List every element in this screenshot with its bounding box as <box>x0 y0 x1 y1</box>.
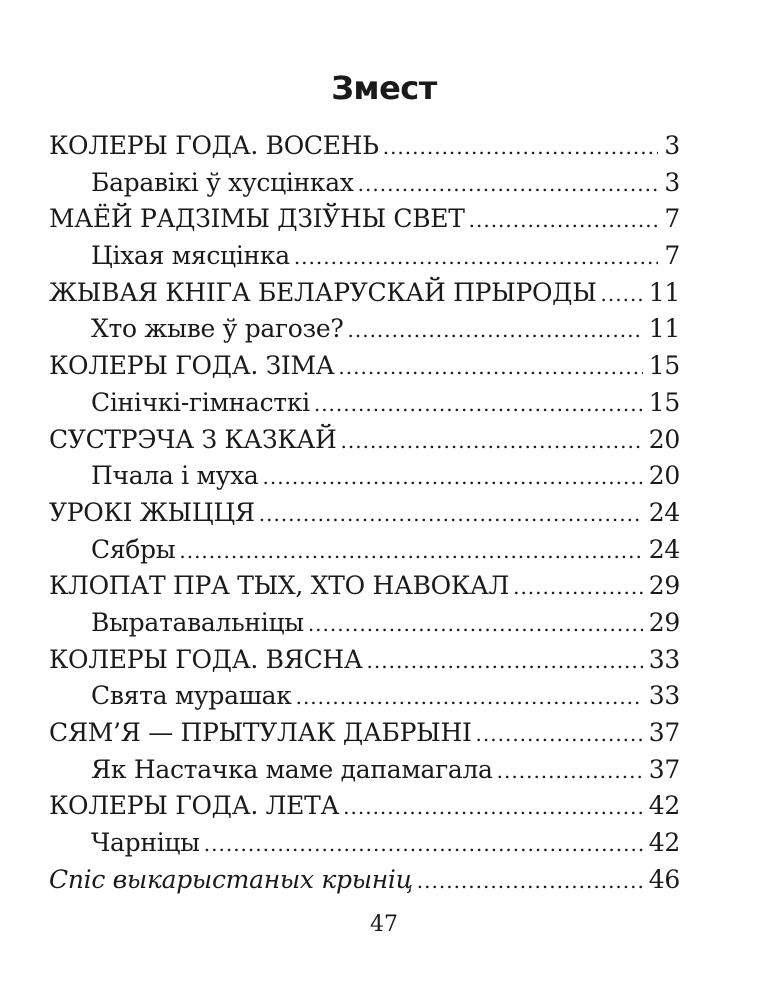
toc-subentry[interactable] <box>49 458 680 495</box>
toc-entry-title: КЛОПАТ ПРА ТЫХ, ХТО НАВОКАЛ <box>49 571 510 601</box>
dot-leader <box>417 863 643 900</box>
dot-leader <box>314 386 643 423</box>
dot-leader <box>367 643 643 680</box>
toc-entry-title: Сінічкі-гімнасткі <box>91 387 310 417</box>
toc-entry-title: Ціхая мясцінка <box>91 241 290 271</box>
dot-leader <box>469 202 659 239</box>
toc-entry-title: КОЛЕРЫ ГОДА. ВЯСНА <box>49 644 363 674</box>
toc-entry-title: МАЁЙ РАДЗІМЫ ДЗІЎНЫ СВЕТ <box>49 204 465 234</box>
dot-leader <box>341 423 643 460</box>
dot-leader <box>296 679 643 716</box>
dot-leader <box>204 826 643 863</box>
dot-leader <box>259 496 643 533</box>
toc-subentry[interactable] <box>49 385 680 422</box>
toc-section-entry[interactable] <box>49 348 680 385</box>
toc-entry-title: Свята мурашак <box>91 681 292 711</box>
toc-section-entry[interactable] <box>49 201 680 238</box>
toc-entry-page: 15 <box>648 351 680 381</box>
toc-entry-page: 7 <box>664 241 680 271</box>
dot-leader <box>262 459 642 496</box>
table-of-contents <box>49 128 680 898</box>
toc-entry-title: Як Настачка маме дапамагала <box>91 754 493 784</box>
toc-section-entry[interactable] <box>49 495 680 532</box>
toc-entry-page: 37 <box>648 718 680 747</box>
toc-entry-page: 33 <box>648 644 680 674</box>
dot-leader <box>179 533 642 570</box>
toc-entry-page: 24 <box>648 534 680 564</box>
toc-entry-title: КОЛЕРЫ ГОДА. ЗІМА <box>49 351 335 381</box>
toc-section-entry[interactable] <box>49 568 680 605</box>
toc-subentry[interactable] <box>49 752 680 789</box>
dot-leader <box>294 239 659 276</box>
toc-entry-title: СЯМ’Я — ПРЫТУЛАК ДАБРЫНІ <box>49 718 472 747</box>
toc-entry-title: Выратавальніцы <box>91 607 304 637</box>
toc-entry-page: 46 <box>648 864 680 894</box>
toc-subentry[interactable] <box>49 165 680 202</box>
toc-subentry[interactable] <box>49 238 680 275</box>
toc-entry-title: СУСТРЭЧА З КАЗКАЙ <box>49 424 337 454</box>
toc-subentry[interactable] <box>49 532 680 569</box>
toc-entry-page: 3 <box>664 131 680 160</box>
toc-entry-title: ЖЫВАЯ КНІГА БЕЛАРУСКАЙ ПРЫРОДЫ <box>49 277 597 307</box>
toc-entry-title: Пчала і муха <box>91 461 259 491</box>
toc-sources-entry[interactable] <box>49 862 680 899</box>
toc-subentry[interactable] <box>49 825 680 862</box>
page-number: 47 <box>370 912 398 937</box>
toc-entry-page: 3 <box>664 167 680 197</box>
toc-subentry[interactable] <box>49 678 680 715</box>
toc-entry-page: 33 <box>648 681 680 711</box>
toc-section-entry[interactable] <box>49 275 680 312</box>
dot-leader <box>308 606 643 643</box>
toc-entry-title: Сябры <box>91 534 176 564</box>
toc-entry-page: 29 <box>648 607 680 637</box>
toc-entry-title: УРОКІ ЖЫЦЦЯ <box>49 497 255 527</box>
dot-leader <box>343 789 643 826</box>
toc-section-entry[interactable] <box>49 422 680 459</box>
toc-entry-title: Спіс выкарыстаных крыніц <box>49 864 413 894</box>
dot-leader <box>383 129 659 166</box>
toc-entry-title: КОЛЕРЫ ГОДА. ВОСЕНЬ <box>49 131 379 160</box>
toc-entry-page: 29 <box>648 571 680 601</box>
toc-entry-page: 24 <box>648 497 680 527</box>
toc-entry-title: Баравікі ў хусцінках <box>91 167 354 197</box>
dot-leader <box>338 349 642 386</box>
toc-subentry[interactable] <box>49 311 680 348</box>
dot-leader <box>497 753 643 790</box>
toc-entry-page: 11 <box>648 277 680 307</box>
toc-entry-title: КОЛЕРЫ ГОДА. ЛЕТА <box>49 791 340 821</box>
dot-leader <box>348 312 643 349</box>
toc-entry-title: Чарніцы <box>91 828 200 858</box>
toc-section-entry[interactable] <box>49 128 680 165</box>
dot-leader <box>513 569 643 606</box>
dot-leader <box>476 716 643 753</box>
dot-leader <box>358 166 659 203</box>
toc-entry-title: Хто жыве ў рагозе? <box>91 314 344 344</box>
toc-entry-page: 20 <box>648 424 680 454</box>
toc-entry-page: 42 <box>648 791 680 821</box>
toc-section-entry[interactable] <box>49 788 680 825</box>
toc-entry-page: 7 <box>664 204 680 234</box>
toc-entry-page: 15 <box>648 387 680 417</box>
toc-entry-page: 11 <box>648 314 680 344</box>
toc-section-entry[interactable] <box>49 642 680 679</box>
toc-section-entry[interactable] <box>49 715 680 752</box>
toc-subentry[interactable] <box>49 605 680 642</box>
toc-entry-page: 20 <box>648 461 680 491</box>
dot-leader <box>601 276 643 313</box>
toc-entry-page: 37 <box>648 754 680 784</box>
page-title: Змест <box>331 69 437 107</box>
toc-entry-page: 42 <box>648 828 680 858</box>
